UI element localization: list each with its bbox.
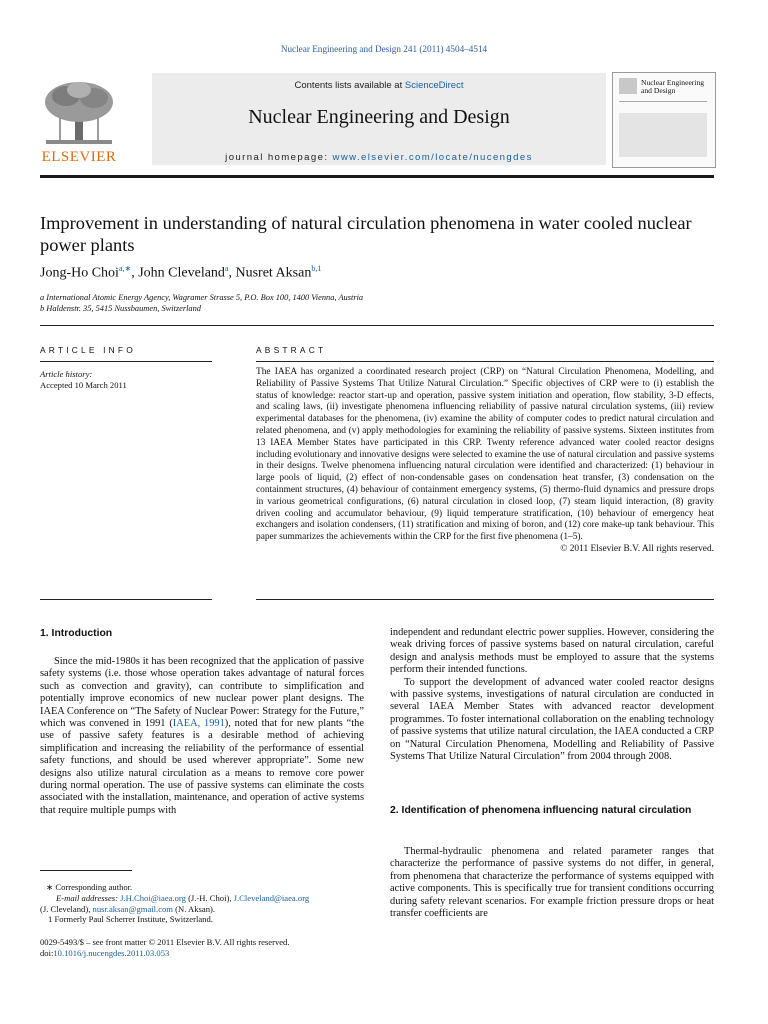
author-affil-marker[interactable]: a — [224, 264, 229, 273]
email-link[interactable]: nusr.aksan@gmail.com — [92, 903, 173, 914]
abstract-copyright: © 2011 Elsevier B.V. All rights reserved. — [560, 543, 714, 554]
doi-label: doi: — [40, 948, 54, 958]
article-history — [40, 369, 212, 391]
homepage-prefix: journal homepage: — [225, 152, 333, 163]
author-name[interactable]: John Cleveland — [138, 265, 225, 281]
section-heading-introduction: 1. Introduction — [40, 628, 113, 639]
section2-text: Thermal-hydraulic phenomena and related parameter ranges that characterize the performance of passive systems do not differ, in general, from phenomena that characterize the performance of systems equipped with active components. This is specifically true for transient conditions occurring during safety relevant scenarios. For example friction pressure drops or heat transfer coefficients are — [390, 846, 714, 920]
affiliation-b: b Haldenstr. 35, 5415 Nussbaumen, Switzerland — [40, 304, 201, 313]
former-affiliation-note: 1 Formerly Paul Scherrer Institute, Switzerland. — [48, 914, 213, 925]
reference-link[interactable]: IAEA, 1991 — [172, 718, 225, 730]
history-label: Article history: — [40, 369, 93, 379]
abstract-rule — [256, 361, 714, 362]
intro-continued: independent and redundant electric power supplies. However, considering the weak driving forces of passive systems based on natural circulation, careful design and analysis methods must be employed to assure that the systems perform their intended functions. — [390, 627, 714, 676]
abstract-body: The IAEA has organized a coordinated research project (CRP) on “Natural Circulation Phenomena, Modelling, and Reliability of Passive Systems That Utilize Natural Circulation.” Specific objectives of CRP were to (i) establish the status of knowledge: reactor start-up and operation, passive system initiation and operation, flow stability, 3-D effects, and scaling laws, (ii) investigate phenomena influencing reliability of passive natural circulation systems, (iii) review experimental databases for the phenomena, (iv) examine the ability of computer codes to predict natural circulation and related phenomena, and (v) apply methodologies for examining the reliability of passive systems. Sixteen institutes from 13 IAEA Member States have participated in this CRP. Twenty reference advanced water cooled reactor designs including evolutionary and innovative designs were selected to examine the use of natural circulation and passive systems in their designs. Twelve phenomena influencing natural circulation were identified and characterized: (1) behaviour in large pools of liquid, (2) effect of non-condensable gases on condensation heat transfer, (3) condensation on the containment structures, (4) behaviour of containment emergency systems, (5) thermo-fluid dynamics and pressure drops in various geometrical configurations, (6) natural circulation in closed loop, (7) steam liquid interaction, (8) gravity driven cooling and accumulator behaviour, (9) liquid temperature stratification, (10) behaviour of emergency heat exchangers and isolation condensers, (11) stratification and mixing of boron, and (12) core make-up tank behaviour. This paper summarizes the achievements within the CRP for the first five phenomena (1–5). — [256, 367, 714, 543]
header-rule — [40, 175, 714, 178]
author-affil-marker[interactable]: b,1 — [311, 264, 322, 273]
doi-line — [40, 948, 440, 959]
author-name[interactable]: Nusret Aksan — [235, 265, 312, 281]
email-link[interactable]: J.Cleveland@iaea.org — [233, 892, 310, 903]
article-info-heading: ARTICLE INFO — [40, 345, 136, 355]
affiliation-a: a International Atomic Energy Agency, Wagramer Strasse 5, P.O. Box 100, 1400 Vienna, Austria — [40, 293, 364, 302]
journal-homepage — [152, 152, 606, 163]
affiliations — [40, 292, 714, 314]
contents-line — [152, 80, 606, 91]
article-title: Improvement in understanding of natural circulation phenomena in water cooled nuclear power plants — [40, 213, 692, 255]
tree-icon — [38, 78, 120, 150]
right-column — [390, 627, 714, 763]
abstract-bottom-rule — [256, 599, 714, 600]
sciencedirect-link[interactable]: ScienceDirect — [404, 80, 464, 91]
author-list: Jong-Ho Choi$^{a,∗}$, John Cleveland$^a$, Nusret Aksan$^{b,1}$ — [40, 264, 322, 281]
cover-logo-icon — [619, 78, 637, 94]
author-name[interactable]: Jong-Ho Choi — [40, 265, 119, 281]
abstract-heading: ABSTRACT — [256, 345, 327, 355]
footnote-rule — [40, 870, 132, 871]
email-note — [40, 893, 364, 904]
title-rule — [40, 325, 714, 326]
journal-title: Nuclear Engineering and Design — [248, 106, 510, 128]
doi-link[interactable]: 10.1016/j.nucengdes.2011.03.053 — [53, 948, 170, 958]
email-note-cont — [40, 904, 364, 915]
email-owner: (J.-H. Choi), — [188, 892, 232, 903]
journal-citation[interactable]: Nuclear Engineering and Design 241 (2011) 4504–4514 — [280, 44, 488, 54]
contents-prefix: Contents lists available at — [294, 80, 405, 91]
intro-paragraph-2: To support the development of advanced water cooled reactor designs with passive systems, investigations of natural circulation are conducted in several IAEA Member States with advanced reactor development programmes. To foster international collaboration on the enabling technology of passive systems that utilize natural circulation, the IAEA conducted a CRP on “Natural Circulation Phenomena, Modelling and Reliability of Passive Systems That Utilize Natural Circulation” from 2004 through 2008. — [390, 676, 714, 763]
issn-line: 0029-5493/$ – see front matter © 2011 Elsevier B.V. All rights reserved. — [40, 937, 290, 947]
abstract-text — [256, 367, 714, 556]
front-matter — [40, 937, 440, 959]
intro-text-b: ), noted that for new plants “the use of passive safety features is a desirable method of achieving simplification and increasing the reliability of the performance of essential safety functions, and should be used wherever appropriate”. Some new designs also utilize natural circulation as a means to remove core power during normal operation. The use of passive systems can eliminate the costs associated with the installation, maintenance, and operation of active systems that require multiple pumps with — [40, 718, 364, 816]
publisher-logo-text: ELSEVIER — [41, 149, 117, 165]
cover-title: Nuclear Engineering and Design — [641, 78, 705, 96]
journal-cover-thumbnail[interactable] — [612, 72, 716, 168]
section2-paragraph — [390, 846, 714, 920]
author-affil-marker[interactable]: a,∗ — [118, 264, 132, 273]
introduction-paragraph — [40, 656, 364, 817]
email-owner: (N. Aksan). — [175, 903, 216, 914]
article-info-rule — [40, 361, 212, 362]
corresponding-author-note: ∗ Corresponding author. — [46, 882, 133, 892]
article-info-bottom-rule — [40, 599, 212, 600]
email-link[interactable]: J.H.Choi@iaea.org — [120, 892, 186, 903]
intro-text-a: Since the mid-1980s it has been recognized that the application of passive safety systems (i.e. those whose operation takes advantage of natural forces such as convection and gravity), can contribute to simplification and potentially improve economics of new nuclear power plant designs. The IAEA Conference on “The Safety of Nuclear Power: Strategy for the Future,” which was convened in 1991 ( — [40, 656, 364, 730]
footnotes — [40, 882, 364, 925]
accepted-date: Accepted 10 March 2011 — [40, 379, 127, 390]
email-label: E-mail addresses: — [56, 892, 118, 903]
cover-artwork — [619, 113, 707, 157]
section-heading-identification: 2. Identification of phenomena influencing natural circulation — [390, 805, 692, 816]
homepage-link[interactable]: www.elsevier.com/locate/nucengdes — [332, 152, 533, 163]
email-owner: (J. Cleveland), — [40, 903, 91, 914]
cover-divider — [619, 101, 707, 102]
